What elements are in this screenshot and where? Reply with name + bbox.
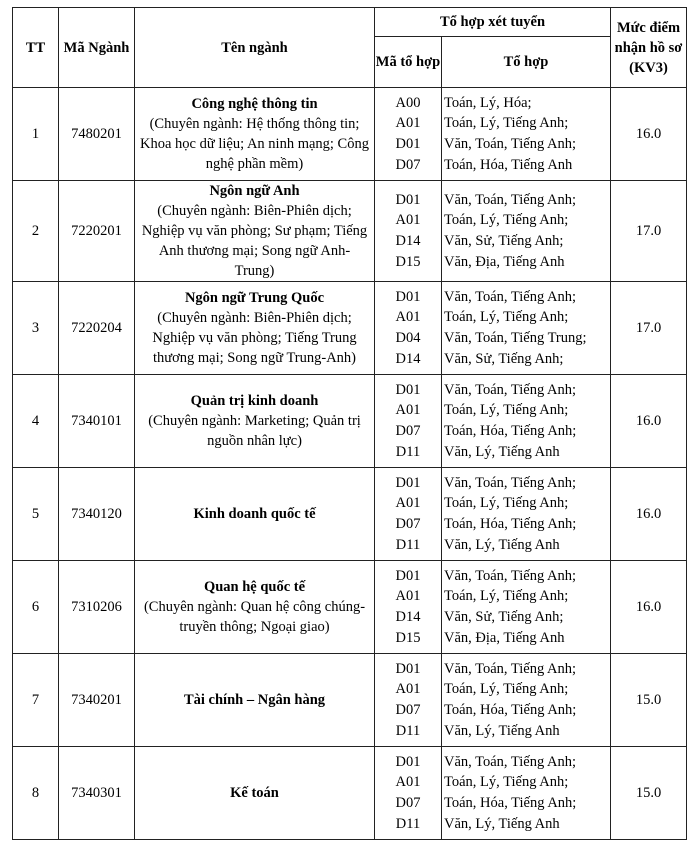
major-description: (Chuyên ngành: Biên-Phiên dịch; Nghiệp vụ văn phòng; Sư phạm; Tiếng Anh thương mại; Song ngữ Anh-Trung) [141, 203, 368, 279]
cell-to-hop [442, 561, 611, 654]
cell-to-hop [442, 747, 611, 840]
cell-tt: 7 [13, 654, 59, 747]
cell-ma-to-hop [375, 468, 442, 561]
combo-item: Văn, Toán, Tiếng Anh; [444, 474, 577, 491]
combo-code: A01 [395, 495, 421, 512]
cell-ma-to-hop [375, 181, 442, 282]
table-row [13, 282, 687, 375]
combo-item: Toán, Hóa, Tiếng Anh; [444, 423, 577, 439]
cell-tt: 5 [13, 468, 59, 561]
cell-ma-to-hop [375, 561, 442, 654]
table-row [13, 747, 687, 840]
combo-code: A01 [395, 774, 421, 791]
combo-item: Toán, Lý, Tiếng Anh; [444, 309, 569, 326]
cell-ma-to-hop [375, 654, 442, 747]
cell-muc-diem: 16.0 [611, 375, 687, 468]
cell-muc-diem: 16.0 [611, 88, 687, 181]
combo-item: Toán, Lý, Tiếng Anh; [444, 495, 569, 512]
cell-ten-nganh [135, 282, 375, 375]
table-body [13, 88, 687, 840]
combo-item: Toán, Hóa, Tiếng Anh [444, 156, 573, 173]
combo-code: D14 [395, 350, 421, 367]
cell-to-hop [442, 282, 611, 375]
cell-ma-nganh: 7340120 [59, 468, 135, 561]
cell-ten-nganh [135, 747, 375, 840]
cell-ten-nganh [135, 654, 375, 747]
combo-code: D07 [395, 423, 421, 439]
combo-item: Văn, Lý, Tiếng Anh [444, 536, 560, 553]
cell-to-hop [442, 181, 611, 282]
cell-ma-nganh: 7480201 [59, 88, 135, 181]
header-ma-to-hop: Mã tổ hợp [375, 37, 442, 88]
header-muc-diem: Mức điểm nhận hồ sơ (KV3) [611, 8, 687, 88]
combo-item: Toán, Lý, Tiếng Anh; [444, 588, 569, 605]
cell-muc-diem: 17.0 [611, 282, 687, 375]
combo-item: Văn, Toán, Tiếng Anh; [444, 660, 577, 677]
combo-item: Toán, Lý, Tiếng Anh; [444, 774, 569, 791]
major-name: Ngôn ngữ Anh [209, 183, 300, 199]
combo-code: D01 [395, 136, 421, 152]
cell-ma-to-hop [375, 747, 442, 840]
combo-code: A01 [395, 402, 421, 419]
combo-code: D11 [395, 443, 421, 460]
combo-item: Văn, Địa, Tiếng Anh [444, 629, 565, 646]
major-name: Quản trị kinh doanh [190, 393, 319, 409]
table-row [13, 181, 687, 282]
combo-code: A00 [395, 94, 421, 111]
combo-code: D11 [395, 722, 421, 739]
combo-code: D07 [395, 702, 421, 718]
cell-to-hop [442, 375, 611, 468]
combo-code: A01 [395, 309, 421, 326]
cell-ma-nganh: 7220204 [59, 282, 135, 375]
combo-code: A01 [395, 588, 421, 605]
cell-muc-diem: 16.0 [611, 561, 687, 654]
combo-code: D15 [395, 629, 421, 646]
cell-ten-nganh [135, 88, 375, 181]
cell-ten-nganh [135, 468, 375, 561]
combo-code: A01 [395, 212, 421, 229]
combo-code: A01 [395, 115, 421, 132]
combo-code: D01 [395, 381, 421, 398]
cell-ten-nganh [135, 181, 375, 282]
table-row [13, 654, 687, 747]
cell-muc-diem: 15.0 [611, 747, 687, 840]
major-name: Ngôn ngữ Trung Quốc [184, 290, 325, 306]
combo-code: D01 [395, 288, 421, 305]
major-description: (Chuyên ngành: Quan hệ công chúng-truyền thông; Ngoại giao) [143, 599, 366, 635]
cell-tt: 2 [13, 181, 59, 282]
combo-code: D15 [395, 253, 421, 270]
combo-code: D07 [395, 516, 421, 532]
cell-ma-nganh: 7340101 [59, 375, 135, 468]
cell-tt: 3 [13, 282, 59, 375]
table-row [13, 561, 687, 654]
combo-item: Văn, Sử, Tiếng Anh; [444, 233, 564, 249]
cell-ma-to-hop [375, 88, 442, 181]
combo-item: Văn, Địa, Tiếng Anh [444, 253, 565, 270]
cell-ma-nganh: 7340301 [59, 747, 135, 840]
admission-table [12, 7, 687, 840]
combo-code: D11 [395, 815, 421, 832]
combo-item: Văn, Toán, Tiếng Anh; [444, 191, 577, 208]
combo-item: Toán, Lý, Tiếng Anh; [444, 402, 569, 419]
header-tt: TT [13, 8, 59, 88]
table-row [13, 375, 687, 468]
combo-code: D11 [395, 536, 421, 553]
header-to-hop-xet-tuyen: Tổ hợp xét tuyển [375, 8, 611, 37]
combo-item: Văn, Toán, Tiếng Anh; [444, 288, 577, 305]
header-to-hop: Tổ hợp [442, 37, 611, 88]
combo-item: Văn, Toán, Tiếng Anh; [444, 136, 577, 152]
combo-code: D07 [395, 156, 421, 173]
combo-item: Toán, Lý, Hóa; [444, 94, 532, 111]
cell-tt: 8 [13, 747, 59, 840]
major-name: Tài chính – Ngân hàng [183, 692, 326, 708]
combo-item: Văn, Lý, Tiếng Anh [444, 815, 560, 832]
cell-tt: 1 [13, 88, 59, 181]
cell-muc-diem: 15.0 [611, 654, 687, 747]
combo-item: Văn, Lý, Tiếng Anh [444, 443, 560, 460]
cell-muc-diem: 16.0 [611, 468, 687, 561]
combo-code: D01 [395, 191, 421, 208]
combo-item: Toán, Lý, Tiếng Anh; [444, 115, 569, 132]
combo-code: D04 [395, 330, 421, 346]
combo-code: A01 [395, 681, 421, 698]
combo-code: D01 [395, 474, 421, 491]
cell-to-hop [442, 654, 611, 747]
cell-ma-nganh: 7220201 [59, 181, 135, 282]
combo-item: Văn, Toán, Tiếng Anh; [444, 753, 577, 770]
combo-code: D14 [395, 233, 421, 249]
combo-item: Văn, Lý, Tiếng Anh [444, 722, 560, 739]
combo-code: D07 [395, 795, 421, 811]
cell-to-hop [442, 88, 611, 181]
major-name: Quan hệ quốc tế [203, 579, 306, 595]
header-ten-nganh: Tên ngành [135, 8, 375, 88]
combo-item: Toán, Lý, Tiếng Anh; [444, 681, 569, 698]
table-row [13, 468, 687, 561]
combo-code: D14 [395, 609, 421, 625]
cell-to-hop [442, 468, 611, 561]
cell-tt: 4 [13, 375, 59, 468]
cell-ma-to-hop [375, 282, 442, 375]
combo-item: Văn, Sử, Tiếng Anh; [444, 609, 564, 625]
combo-code: D01 [395, 567, 421, 584]
table-row [13, 88, 687, 181]
cell-ma-to-hop [375, 375, 442, 468]
combo-item: Văn, Toán, Tiếng Anh; [444, 567, 577, 584]
cell-ten-nganh [135, 561, 375, 654]
combo-item: Toán, Hóa, Tiếng Anh; [444, 702, 577, 718]
combo-code: D01 [395, 753, 421, 770]
combo-item: Văn, Toán, Tiếng Trung; [444, 330, 587, 346]
major-description: (Chuyên ngành: Biên-Phiên dịch; Nghiệp vụ văn phòng; Tiếng Trung thương mại; Song ngữ Trung-Anh) [152, 310, 357, 366]
cell-tt: 6 [13, 561, 59, 654]
major-name: Kế toán [230, 785, 279, 801]
major-description: (Chuyên ngành: Marketing; Quản trị nguồn nhân lực) [148, 413, 361, 449]
combo-item: Văn, Toán, Tiếng Anh; [444, 381, 577, 398]
header-ma-nganh: Mã Ngành [59, 8, 135, 88]
cell-ma-nganh: 7340201 [59, 654, 135, 747]
combo-item: Toán, Lý, Tiếng Anh; [444, 212, 569, 229]
combo-item: Toán, Hóa, Tiếng Anh; [444, 795, 577, 811]
major-name: Kinh doanh quốc tế [193, 506, 316, 522]
combo-item: Toán, Hóa, Tiếng Anh; [444, 516, 577, 532]
cell-ten-nganh [135, 375, 375, 468]
combo-item: Văn, Sử, Tiếng Anh; [444, 350, 564, 367]
major-name: Công nghệ thông tin [191, 96, 318, 112]
major-description: (Chuyên ngành: Hệ thống thông tin; Khoa học dữ liệu; An ninh mạng; Công nghệ phần mềm) [140, 116, 369, 172]
cell-ma-nganh: 7310206 [59, 561, 135, 654]
combo-code: D01 [395, 660, 421, 677]
cell-muc-diem: 17.0 [611, 181, 687, 282]
